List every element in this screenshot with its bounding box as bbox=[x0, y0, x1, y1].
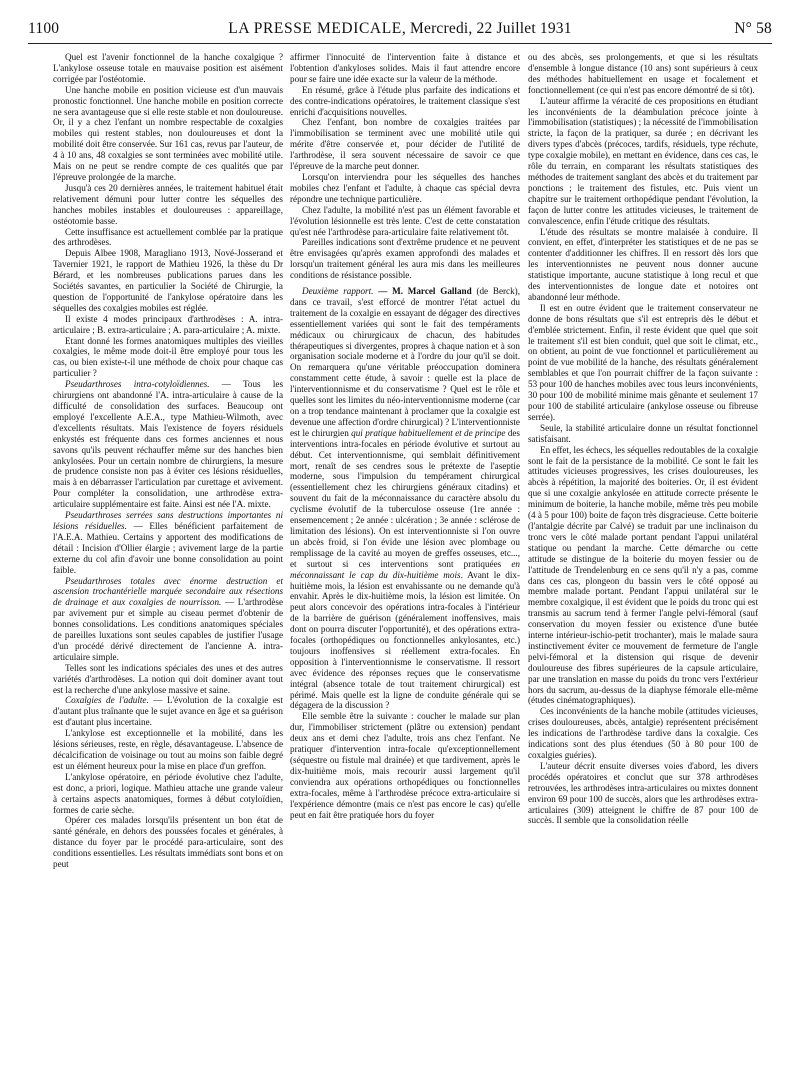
text-column-3 bbox=[528, 52, 758, 1074]
paragraph: Il est en outre évident que le traitement conservateur ne donne de bons résultats que s'il est entrepris dès le début et d'emblée strictement. Enfin, il reste évident que quel que soit le traitement s'il est bien conduit, quel que soit le climat, etc., on obtient, au point de vue fonctionnel et particulièrement au point de vue mobilité de la hanche, des résultats généralement semblables et que l'on pourrait chiffrer de la façon suivante : 53 pour 100 de hanches mobiles avec tous leurs inconvénients, 30 pour 100 de mobilité minime mais gênante et seulement 17 pour 100 de stabilité articulaire (ankylose osseuse ou fibreuse serrée). bbox=[528, 302, 758, 422]
paragraph: Chez l'enfant, bon nombre de coxalgies traitées par l'immobilisation se terminent avec une mobilité utile qui mérite d'être conservée et, pour décider de l'utilité de l'arthrodèse, il sera souvent nécessaire de savoir ce que l'épreuve de la marche peut donner. bbox=[290, 117, 520, 172]
paragraph: Jusqu'à ces 20 dernières années, le traitement habituel était relativement démuni pour lutter contre les séquelles des hanches mobiles instables et douloureuses : appareillage, ostéotomie basse. bbox=[53, 182, 283, 226]
issue-date: , Mercredi, 22 Juillet 1931 bbox=[401, 20, 572, 37]
paragraph bbox=[53, 510, 283, 575]
paragraph: Il existe 4 modes principaux d'arthrodèses : A. intra-articulaire ; B. extra-articulaire ; A. para-articulaire ; A. mixte. bbox=[53, 313, 283, 335]
text-column-1 bbox=[53, 52, 283, 1074]
author-name: — M. Marcel Galland bbox=[373, 286, 472, 297]
emphasis: en méconnaissant le cap du dix-huitième mois bbox=[290, 558, 520, 580]
page-number: 1100 bbox=[28, 20, 60, 37]
paragraph-body: — L'arthrodèse par avivement pur et simple au ciseau permet d'obtenir de bonnes consolidations. Les conditions anatomiques spéciales de pareilles luxations sont seules capables de justifier l'usage d'un procédé dérivé directement de l'ancienne A. intra-articulaire simple. bbox=[53, 597, 283, 662]
paragraph: Depuis Albee 1908, Maragliano 1913, Nové-Josserand et Tavernier 1921, le rapport de Mathieu 1926, la thèse du Dr Bérard, et les nombreuses publications parues dans les Sociétés savantes, en particulier la Société de Chirurgie, la question de l'opportunité de l'ankylose opératoire dans les séquelles des coxalgies mobiles est réglée. bbox=[53, 248, 283, 313]
journal-name: LA PRESSE MEDICALE bbox=[228, 20, 402, 37]
subheading: Pseudarthroses intra-cotyloïdiennes. bbox=[65, 379, 210, 390]
paragraph: Elle semble être la suivante : coucher le malade sur plan dur, l'immobiliser strictement (plâtre ou extension) pendant deux ans et demi chez l'adulte, trois ans chez l'enfant. Ne pratiquer d'intervention intra-focale qu'exceptionnellement (séquestre ou fistule mal drainée) et que tardivement, après le dix-huitième mois, mais recourir aussi largement qu'il conviendra aux opérations orthopédiques ou fonctionnelles extra-focales, même à l'arthrodèse précoce extra-articulaire si l'expérience démontre (mais ce n'est pas encore le cas) qu'elle peut en fait être pratiquée hors du foyer bbox=[290, 711, 520, 820]
paragraph: Pareilles indications sont d'extrême prudence et ne peuvent être envisagées qu'après examen approfondi des malades et lorsqu'un traitement général les aura mis dans les meilleures conditions de résistance possible. bbox=[290, 237, 520, 281]
paragraph bbox=[53, 576, 283, 663]
journal-title bbox=[28, 20, 772, 38]
paragraph: En résumé, grâce à l'étude plus parfaite des indications et des contre-indications opératoires, le traitement classique s'est enrichi d'acquisitions nouvelles. bbox=[290, 84, 520, 117]
paragraph: L'ankylose est exceptionnelle et la mobilité, dans les lésions sérieuses, reste, en règle, désavantageuse. L'absence de décalcification de voisinage ou tout au moins son faible degré est un élément heureux pour la mise en place d'un greffon. bbox=[53, 728, 283, 771]
subheading: Pseudarthroses totales avec énorme destruction et ascension trochantérielle marquée secondaire aux résections de drainage et aux coxalgies de nourrisson. bbox=[53, 575, 283, 608]
paragraph: Telles sont les indications spéciales des unes et des autres variétés d'arthrodèses. La notion qui doit dominer avant tout est la recherche d'une ankylose massive et saine. bbox=[53, 662, 283, 695]
subheading: Pseudarthroses serrées sans destructions importantes ni lésions résiduelles. bbox=[53, 510, 283, 531]
paragraph: En effet, les échecs, les séquelles redoutables de la coxalgie sont le fait de la persistance de la mobilité. Ce sont le fait les attitudes vicieuses progressives, les crises douloureuses, les abcès à répétition, la majorité des boiteries. Or, il est évident que si une coxalgie ankylosée en attitude correcte présente le minimum de boiterie, la hanche mobile, même très peu mobile (4 à 5 pour 100) boite de façon très disgracieuse. Cette boiterie (l'antalgie décrite par Calvé) se traduit par une inclinaison du tronc vers le côté malade portant pendant l'appui unilatéral statique ou pendant la marche. Cette démarche ou cette attitude se distingue de la boiterie du moyen fessier ou de l'attitude de Trendelenburg en ce sens qu'il n'y a pas, comme dans ces cas, plongeon du bassin vers le côté opposé au membre malade portant. Pendant l'appui unilatéral sur le membre coxalgique, il est évident que le poids du tronc qui est transmis au sacrum tend à fermer l'angle pelvi-fémoral (sauf conservation du moyen fessier ou existence d'une butée interne intérieur-ischio-petit trochanter), mais le malade saura instinctivement éviter ce mouvement de fermeture de l'angle pelvi-fémoral et la distension qui risque de devenir douloureuse des fibres supérieures de la capsule articulaire, par une translation en masse du poids du tronc vers l'extérieur hors du sacrum, au-dessus de la diaphyse fémorale elle-même (études cinématographiques). bbox=[528, 444, 758, 706]
paragraph bbox=[53, 379, 283, 510]
paragraph: Seule, la stabilité articulaire donne un résultat fonctionnel satisfaisant. bbox=[528, 422, 758, 444]
paragraph: L'auteur décrit ensuite diverses voies d'abord, les divers procédés opératoires et conclut que sur 378 arthrodèses retrouvées, les arthrodèses intra-articulaires ou mixtes donnent environ 69 pour 100 de succès, alors que les arthrodèses extra-articulaires (309) atteignent le chiffre de 87 pour 100 de succès. Il semble que la consolidation réelle bbox=[528, 760, 758, 826]
paragraph: Une hanche mobile en position vicieuse est d'un mauvais pronostic fonctionnel. Une hanche mobile en position correcte ne sera avantageuse que si elle reste stable et non douloureuse. Or, il y a chez l'enfant un nombre respectable de coxalgies mobiles qui restent stables, non douloureuses et dont la mobilité doit être conservée. Sur 161 cas, revus par l'auteur, de 4 à 10 ans, 48 coxalgies se sont terminées avec mobilité utile. Mais on ne peut se rendre compte de ces qualités que par l'épreuve prolongée de la marche. bbox=[53, 84, 283, 182]
section-label: Deuxième rapport. bbox=[302, 286, 374, 297]
paragraph: L'étude des résultats se montre malaisée à conduire. Il convient, en effet, d'interpréter les statistiques et de ne pas se contenter d'additionner les chiffres. Il en ressort dès lors que les interventionnistes ne peuvent nous donner aucune statistique importante, aucune statistique à long recul et que des interventionnistes de longue date et notoires ont abandonné leur méthode. bbox=[528, 226, 758, 302]
paragraph-body: — Elles bénéficient parfaitement de l'A.E.A. Mathieu. Certains y apportent des modifications de détail : Incision d'Ollier élargie ; avivement large de la partie externe du col afin d'avoir une bonne consolidation au point faible. bbox=[53, 520, 283, 575]
emphasis: qui pratique habituellement et de principe bbox=[351, 427, 506, 438]
running-head bbox=[28, 20, 772, 42]
text-column-2 bbox=[290, 52, 520, 1074]
paragraph bbox=[53, 695, 283, 728]
paragraph: Opérer ces malades lorsqu'ils présentent un bon état de santé générale, en dehors des poussées focales et générales, à distance du foyer par le procédé para-articulaire, sont des conditions essentielles. Les résultats immédiats sont bons et on peut bbox=[53, 815, 283, 870]
paragraph: Chez l'adulte, la mobilité n'est pas un élément favorable et l'évolution lésionnelle est très lente. C'est de cette constatation qu'est née l'arthrodèse para-articulaire faite relativement tôt. bbox=[290, 204, 520, 237]
issue-number: N° 58 bbox=[734, 20, 772, 37]
paragraph: affirmer l'innocuité de l'intervention faite à distance et l'obtention d'ankyloses solides. Mais il faut attendre encore pour se faire une idée exacte sur la valeur de la méthode. bbox=[290, 52, 520, 84]
paragraph: L'ankylose opératoire, en période évolutive chez l'adulte, est donc, a priori, logique. Mathieu attache une grande valeur à certains aspects anatomiques, formes à début cotyloïdien, formes de carie sèche. bbox=[53, 771, 283, 815]
paragraph-body: des interventions intra-focales en période évolutive et surtout au début. Cet interventionnisme, qui semblait définitivement mort, renaît de ses cendres sous le prétexte de l'aseptie moderne, sous l'impulsion du tempérament chirurgical (essentiellement chez les chirurgiens généraux citadins) et souvent du fait de la méconnaissance du caractère absolu du cyclisme évolutif de la tuberculose osseuse (1re année : ensemencement ; 2e année : ulcération ; 3e année : sclérose de limitation des lésions). On est interventionniste si l'on ouvre un abcès froid, si l'on évide une lésion avec plombage ou remplissage de la cavité au moyen de greffes osseuses, etc..., et surtout si ces interventions sont pratiquées bbox=[290, 427, 520, 569]
paragraph bbox=[290, 286, 520, 711]
paragraph: Ces inconvénients de la hanche mobile (attitudes vicieuses, crises douloureuses, abcès, antalgie) représentent précisément les indications de l'arthrodèse tardive dans la coxalgie. Ces indications sont des plus étendues (50 à 80 pour 100 de coxalgies guéries). bbox=[528, 706, 758, 760]
paragraph-body: . Avant le dix-huitième mois, la lésion est envahissante ou ne demande qu'à envahir. Après le dix-huitième mois, la lésion est limitée. On peut alors concevoir des opérations intra-focales à l'intérieur de la barrière de guérison (généralement inoffensives, mais dont on pourra discuter l'opportunité), et des opérations extra-focales (orthopédiques ou fonctionnelles ankylosantes, etc.) toujours inoffensives si réellement extra-focales. En opposition à l'interventionnisme le conservatisme. Il ressort avec évidence des réponses reçues que le conservatisme intégral (absence totale de tout traitement chirurgical) est périmé. Mais quelle est la ligne de conduite générale qui se dégagera de la discussion ? bbox=[290, 569, 520, 711]
header-rule bbox=[28, 43, 772, 44]
paragraph-body: (de Berck), dans ce travail, s'est efforcé de montrer l'état actuel du traitement de la coxalgie en essayant de dégager des directives essentiellement variées qui sont le fait des tempéraments médicaux ou chirurgicaux de chacun, des habitudes thérapeutiques si divergentes, propres à chaque nation et à son organisation sociale moderne et à l'ordre du jour qu'il se doit. On remarquera qu'une véritable préoccupation dominera constamment cette étude, à savoir : quelle est la place de l'interventionnisme et du conservatisme ? Quel est le rôle et quelles sont les limites du néo-interventionnisme moderne (car on a trop tendance maintenant à proclamer que la coxalgie est devenue une affection d'ordre chirurgical) ? L'interventionniste est le chirurgien bbox=[290, 286, 520, 438]
paragraph-body: — L'évolution de la coxalgie est d'autant plus traînante que le sujet avance en âge et sa guérison est d'autant plus incertaine. bbox=[53, 695, 283, 728]
paragraph: Lorsqu'on interviendra pour les séquelles des hanches mobiles chez l'enfant et l'adulte, à chaque cas spécial devra répondre une technique particulière. bbox=[290, 171, 520, 204]
paragraph: Quel est l'avenir fonctionnel de la hanche coxalgique ? L'ankylose osseuse totale en mauvaise position est aisément corrigée par l'ostéotomie. bbox=[53, 52, 283, 84]
paragraph: L'auteur affirme la véracité de ces propositions en étudiant les inconvénients de la déambulation précoce jointe à l'immobilisation (statistiques) ; la nécessité de l'immobilisation stricte, la façon de la pratiquer, sa durée ; en décrivant les divers types d'abcès (précoces, tardifs, résiduels, type réchute, type coxalgie mobile), en mettant en évidence, dans ces cas, le rôle du terrain, en comparant les résultats statistiques des méthodes de traitement sanglant des abcès et du traitement par ponctions ; le traitement des fistules, etc. Puis vient un chapitre sur le traitement orthopédique pendant l'évolution, la façon de lutter contre les attitudes vicieuses, le traitement de convalescence, enfin l'étude critique des résultats. bbox=[528, 95, 758, 226]
paragraph-body: — Tous les chirurgiens ont abandonné l'A. intra-articulaire à cause de la difficulté de consolidation des surfaces. Beaucoup ont employé l'excellente A.E.A., type Mathieu-Wilmoth, avec d'excellents résultats. Mais l'existence de foyers résiduels enkystés est fréquente dans ces formes anciennes et nous savons qu'ils peuvent réchauffer même sur des hanches bien ankylosées. Pour un certain nombre de chirurgiens, la mesure de prudence consiste non pas à éviter ces lésions résiduelles, mais à en débarrasser l'articulation par curettage et avivement. Pour compléter la consolidation, une arthrodèse extra-articulaire supplémentaire est faite. Ainsi est née l'A. mixte. bbox=[53, 379, 283, 510]
paragraph: Etant donné les formes anatomiques multiples des vieilles coxalgies, le même mode doit-il être employé pour tous les cas, ou bien existe-t-il une méthode de choix pour chaque cas particulier ? bbox=[53, 335, 283, 379]
subheading: Coxalgies de l'adulte. bbox=[65, 695, 149, 706]
paragraph: ou des abcès, ses prolongements, et que si les résultats d'ensemble à longue distance (10 ans) sont supérieurs à ceux des méthodes habituellement en usage et focalement et fonctionnellement (ce qui n'est pas encore démontré de si tôt). bbox=[528, 52, 758, 95]
paragraph: Cette insuffisance est actuellement comblée par la pratique des arthrodèses. bbox=[53, 226, 283, 248]
